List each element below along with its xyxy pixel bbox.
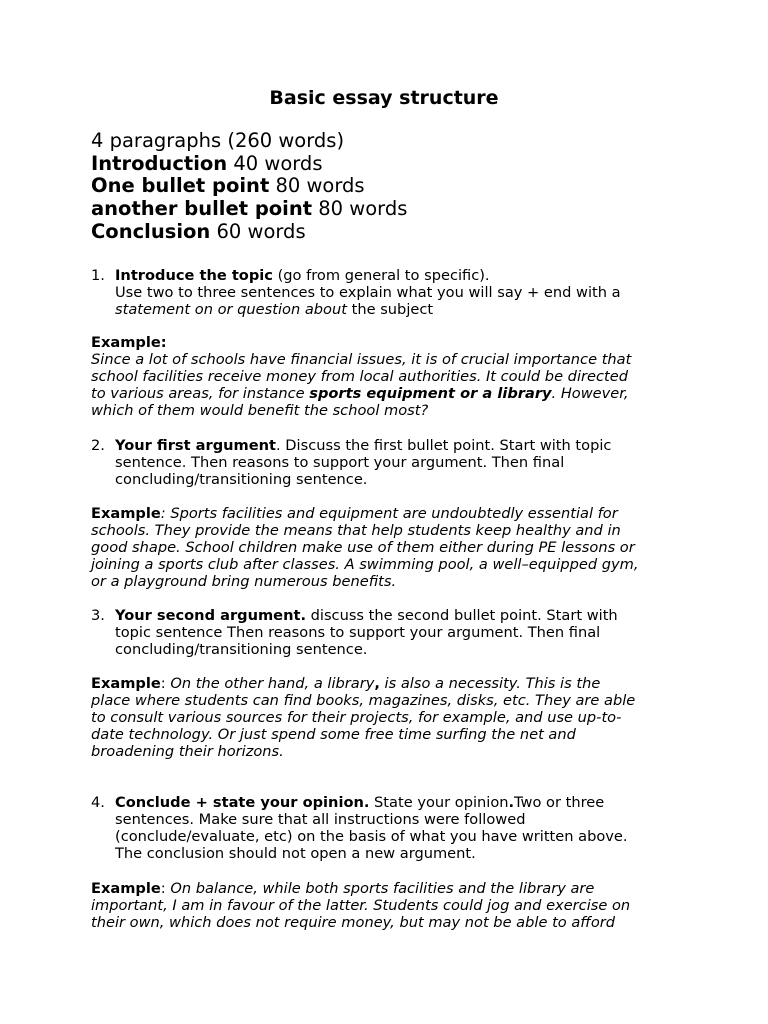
list-item-conclusion xyxy=(91,794,691,862)
list-line xyxy=(91,437,691,454)
item-text: . Discuss the first bullet point. Start with topic xyxy=(276,437,612,454)
item-text: (go from general to specific). xyxy=(272,267,490,284)
example-line: joining a sports club after classes. A swimming pool, a well–equipped gym, xyxy=(91,556,639,574)
example-line: place where students can find books, magazines, disks, etc. They are able xyxy=(91,692,636,710)
summary-heading: Introduction xyxy=(91,151,228,175)
summary-text: 4 paragraphs (260 words) xyxy=(91,129,345,152)
example-conclusion xyxy=(91,880,691,931)
summary-text: 80 words xyxy=(269,174,365,198)
example-text: On the other hand, a library xyxy=(170,675,375,692)
example-line: important, I am in favour of the latter. Students could jog and exercise on xyxy=(91,897,631,915)
example-text: . However, xyxy=(551,385,629,403)
summary-heading: One bullet point xyxy=(91,174,270,198)
example-line xyxy=(91,675,691,692)
page-title: Basic essay structure xyxy=(269,87,499,109)
list-line: topic sentence Then reasons to support your argument. Then final xyxy=(115,624,601,642)
example-label: Example xyxy=(91,675,161,692)
item-text: discuss the second bullet point. Start with xyxy=(306,607,618,624)
list-line: Use two to three sentences to explain what you will say + end with a xyxy=(115,284,621,302)
summary-text: 40 words xyxy=(227,151,323,175)
item-heading: Conclude + state your opinion. xyxy=(115,794,370,811)
list-line xyxy=(91,267,691,284)
list-line: concluding/transitioning sentence. xyxy=(115,641,368,659)
example-text: is also a necessity. This is the xyxy=(379,675,601,692)
summary-heading: Conclusion xyxy=(91,219,211,243)
example-second-argument xyxy=(91,675,691,760)
example-introduction xyxy=(91,334,691,419)
summary-line xyxy=(91,198,407,221)
summary-line xyxy=(91,221,407,244)
example-label: Example: xyxy=(91,334,167,351)
list-line xyxy=(91,794,691,811)
item-text: State your opinion xyxy=(369,794,509,811)
list-line: The conclusion should not open a new argument. xyxy=(115,845,476,863)
example-emphasis: sports equipment or a library xyxy=(309,385,552,403)
example-text: : xyxy=(160,880,171,897)
example-text: : Sports facilities and equipment are undoubtedly essential for xyxy=(160,505,618,522)
summary-line xyxy=(91,130,407,153)
example-line: school facilities receive money from local authorities. It could be directed xyxy=(91,368,628,386)
example-line xyxy=(91,385,691,402)
item-heading: Your first argument xyxy=(115,437,277,454)
example-text: , xyxy=(374,675,380,692)
item-text: . xyxy=(508,794,515,811)
list-line xyxy=(91,607,691,624)
example-label: Example xyxy=(91,880,161,897)
item-heading: Introduce the topic xyxy=(115,267,273,284)
list-item-first-argument xyxy=(91,437,691,488)
summary-line xyxy=(91,153,407,176)
list-number: 4. xyxy=(91,794,105,811)
item-text-italic: statement on or question about xyxy=(115,301,347,319)
example-line: their own, which does not require money, but may not be able to afford xyxy=(91,914,616,932)
example-line: broadening their horizons. xyxy=(91,743,284,761)
word-count-summary xyxy=(91,130,407,244)
list-number: 2. xyxy=(91,437,105,454)
list-line: sentence. Then reasons to support your argument. Then final xyxy=(115,454,565,472)
list-number: 3. xyxy=(91,607,105,624)
example-line: good shape. School children make use of them either during PE lessons or xyxy=(91,539,635,557)
example-line: Since a lot of schools have financial issues, it is of crucial importance that xyxy=(91,351,632,369)
example-line xyxy=(91,505,691,522)
example-line xyxy=(91,880,691,897)
list-line: sentences. Make sure that all instructions were followed xyxy=(115,811,526,829)
list-line xyxy=(91,301,691,318)
list-line: (conclude/evaluate, etc) on the basis of what you have written above. xyxy=(115,828,628,846)
example-line: schools. They provide the means that help students keep healthy and in xyxy=(91,522,621,540)
summary-text: 80 words xyxy=(312,197,408,221)
example-line: to consult various sources for their projects, for example, and use up-to- xyxy=(91,709,622,727)
list-number: 1. xyxy=(91,267,105,284)
example-text: : xyxy=(160,675,171,692)
summary-line xyxy=(91,175,407,198)
example-line: date technology. Or just spend some free time surfing the net and xyxy=(91,726,576,744)
list-line: concluding/transitioning sentence. xyxy=(115,471,368,489)
example-line: or a playground bring numerous benefits. xyxy=(91,573,397,591)
item-text: the subject xyxy=(346,301,434,319)
example-first-argument xyxy=(91,505,691,590)
example-text: On balance, while both sports facilities and the library are xyxy=(170,880,595,897)
item-heading: Your second argument. xyxy=(115,607,306,624)
example-line: which of them would benefit the school most? xyxy=(91,402,429,420)
summary-heading: another bullet point xyxy=(91,197,313,221)
list-item-second-argument xyxy=(91,607,691,658)
item-text: Two or three xyxy=(514,794,605,811)
example-text: to various areas, for instance xyxy=(91,385,310,403)
list-item-introduction xyxy=(91,267,691,318)
summary-text: 60 words xyxy=(210,219,306,243)
example-label: Example xyxy=(91,505,161,522)
